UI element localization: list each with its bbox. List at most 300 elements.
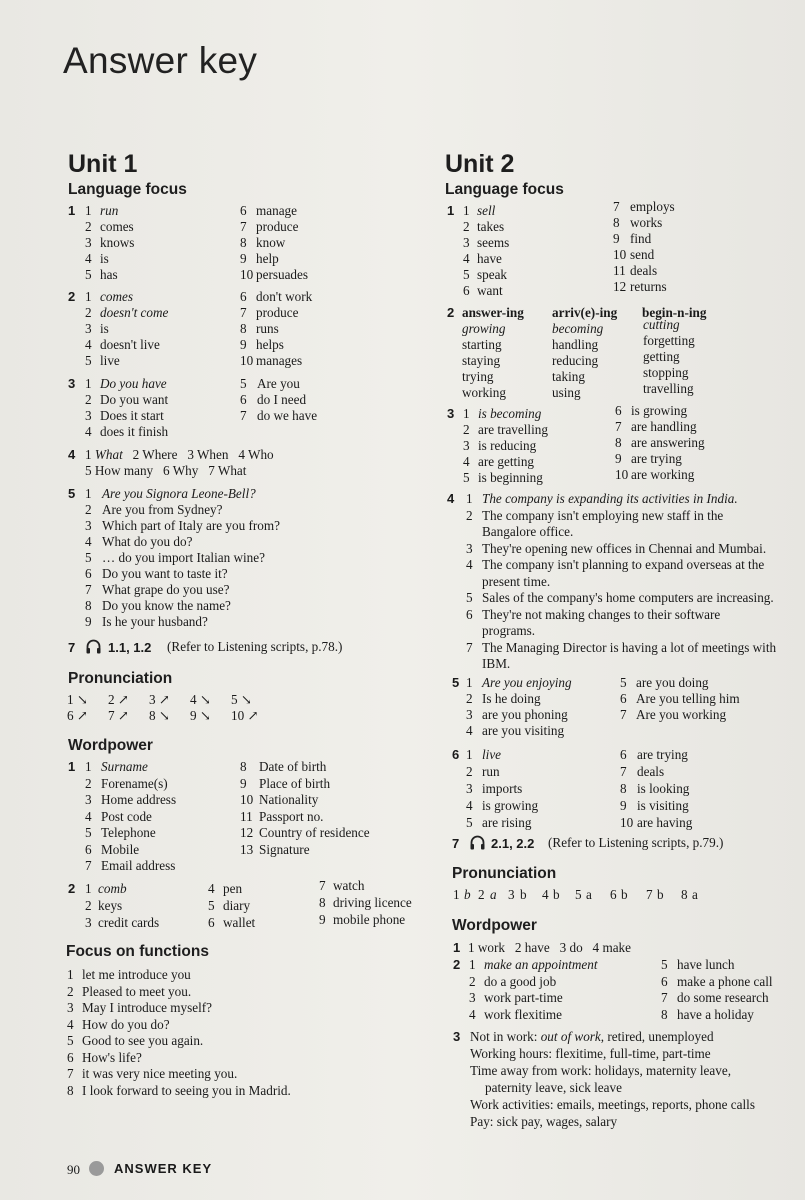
- u2-ex3-answer: are working: [631, 467, 695, 482]
- u2-wp2-answer: work part-time: [484, 990, 563, 1005]
- u1-ex2-answer-num: 3: [85, 321, 92, 336]
- u2-ex2-answer: using: [552, 385, 581, 400]
- u1-ex1-answer: has: [100, 267, 118, 282]
- u2-pronunciation-item: a: [586, 887, 592, 902]
- u1-wp2-answer-num: 9: [319, 912, 326, 927]
- u1-ex1-answer: run: [100, 203, 119, 218]
- u2-ex4-answer: The company isn't employing new staff in the: [482, 507, 724, 523]
- u2-ex2-answer: taking: [552, 369, 585, 384]
- u1-ex5-answer: Which part of Italy are you from?: [102, 518, 280, 533]
- u2-ex1-number: 1: [447, 203, 455, 218]
- u1-ex5-answer-num: 7: [85, 582, 92, 597]
- u1-ex1-number: 1: [68, 203, 76, 218]
- u2-ex3-answer-num: 9: [615, 451, 622, 466]
- u2-ex5-answer-num: 2: [466, 691, 473, 706]
- u2-ex4-answer-num: 7: [466, 639, 473, 655]
- u2-wp2-answer-num: 8: [661, 1006, 668, 1022]
- u1-wp1-answer-num: 9: [240, 775, 247, 791]
- u1-pronunciation-item: 2 ↗: [108, 692, 129, 707]
- u2-ex1-answer: works: [630, 215, 663, 230]
- u1-wp1-answer: Nationality: [259, 792, 319, 807]
- u2-ex1-answer: returns: [630, 279, 667, 294]
- u1-function-answer: May I introduce myself?: [82, 1000, 213, 1015]
- u1-ex5-number: 5: [68, 486, 76, 501]
- u1-wp1-answer: Post code: [101, 808, 152, 824]
- u2-ex1-answer: takes: [477, 219, 505, 234]
- u2-ex3-answer: is becoming: [478, 406, 542, 421]
- u2-wp2-answer: have lunch: [677, 957, 735, 972]
- u1-wp1-answer: Passport no.: [259, 808, 324, 824]
- u2-ex1-answer: sell: [477, 203, 496, 218]
- u1-ex1-answer: know: [256, 235, 286, 250]
- u1-wp2-answer-num: 7: [319, 878, 326, 893]
- u1-function-answer-num: 5: [67, 1033, 74, 1048]
- u1-wp1-answer-num: 11: [240, 808, 253, 824]
- u1-ex5-answer-num: 6: [85, 566, 92, 581]
- u1-wp1-answer: Home address: [101, 792, 177, 807]
- u2-ex6-answer: live: [482, 747, 502, 762]
- u2-ex4-answer: The company is expanding its activities in India.: [482, 491, 738, 506]
- u1-ex3-answer: does it finish: [100, 424, 169, 439]
- u1-ex5-answer-num: 8: [85, 598, 92, 613]
- headphones-icon: [469, 834, 486, 856]
- u1-ex3-answer: Do you want: [100, 392, 169, 407]
- u1-pronunciation-item: 3 ↗: [149, 692, 170, 707]
- u2-ex5-answer-num: 4: [466, 723, 473, 738]
- u2-ex2-answer: growing: [462, 321, 506, 336]
- u1-ex2-answer: helps: [256, 337, 284, 352]
- u1-wp1-answer-num: 10: [240, 792, 254, 807]
- u2-ex6-answer-num: 8: [620, 781, 627, 796]
- u1-ex2-answer-num: 6: [240, 289, 247, 304]
- u2-ex6-answer: imports: [482, 781, 523, 796]
- u2-ex4-answer-num: 2: [466, 507, 473, 523]
- u1-wp1-answer-num: 4: [85, 808, 92, 824]
- u1-wp1-answer: Country of residence: [259, 825, 370, 840]
- u2-ex1-answer: want: [477, 283, 503, 298]
- u1-ex1-answer-num: 6: [240, 203, 247, 218]
- u2-ex1-answer-num: 12: [613, 279, 627, 294]
- unit-2-heading: Unit 2: [445, 150, 515, 178]
- u2-ex2-answer: working: [462, 385, 506, 400]
- u2-ex1-answer-num: 9: [613, 231, 620, 246]
- u2-ex1-answer-num: 4: [463, 251, 470, 266]
- u1-function-answer: I look forward to seeing you in Madrid.: [82, 1082, 291, 1098]
- u2-ex3-answer: are getting: [478, 454, 535, 469]
- u2-ex4-answer: The company isn't planning to expand overseas at the: [482, 557, 765, 572]
- u2-wp2-answer-num: 1: [469, 957, 476, 972]
- u1-function-answer: How do you do?: [82, 1016, 170, 1032]
- u2-ex1-answer: have: [477, 251, 502, 266]
- u2-ex7-tracks: 2.1, 2.2: [491, 836, 535, 851]
- u2-ex3-answer-num: 4: [463, 454, 470, 469]
- u1-pronunciation-item: 7 ↗: [108, 708, 129, 723]
- u1-ex3-answer-num: 1: [85, 376, 92, 391]
- u1-ex3-answer-num: 5: [240, 376, 247, 391]
- u1-ex2-answer: doesn't come: [100, 305, 169, 320]
- u2-ex5-answer-num: 3: [466, 707, 473, 722]
- u2-ex1-answer-num: 7: [613, 199, 620, 214]
- footer-bullet: [89, 1161, 104, 1176]
- u2-wp3-line-4: paternity leave, sick leave: [485, 1080, 622, 1095]
- u2-ex3-answer-num: 1: [463, 406, 470, 421]
- u2-ex6-answer: is visiting: [637, 798, 689, 813]
- u2-ex1-answer-num: 3: [463, 235, 470, 250]
- u2-wp2-answer: make an appointment: [484, 957, 598, 972]
- u1-ex1-answer-num: 2: [85, 219, 92, 234]
- u1-ex5-answer: What grape do you use?: [102, 582, 230, 597]
- u1-ex2-answer-num: 10: [240, 353, 254, 368]
- u2-ex1-answer-num: 8: [613, 215, 620, 230]
- u1-wp1-answer-num: 8: [240, 759, 247, 774]
- u2-ex5-answer-num: 5: [620, 675, 627, 690]
- u1-wp1-answer-num: 3: [85, 792, 92, 807]
- u1-ex5-answer: Are you from Sydney?: [102, 502, 223, 517]
- u1-ex2-answer: produce: [256, 305, 299, 320]
- unit-2-language-focus-heading: Language focus: [445, 181, 564, 198]
- u2-pronunciation-item: 3: [508, 887, 515, 902]
- u2-ex1-answer-num: 11: [613, 263, 626, 278]
- u1-wp1-answer: Date of birth: [259, 759, 327, 774]
- u1-ex2-answer-num: 1: [85, 289, 92, 304]
- u1-ex5-answer-num: 1: [85, 486, 92, 501]
- u2-ex4-answer-num: 5: [466, 590, 473, 605]
- u2-ex2-header: arriv(e)-ing: [552, 305, 618, 320]
- u2-ex5-answer-num: 6: [620, 691, 627, 706]
- u1-wp1-answer-num: 12: [240, 825, 254, 840]
- u2-ex6-answer: deals: [637, 764, 665, 779]
- unit-2-wordpower-heading: Wordpower: [452, 917, 537, 934]
- u1-ex3-number: 3: [68, 376, 76, 391]
- u2-ex1-answer-num: 6: [463, 283, 470, 298]
- unit-2-pronunciation-heading: Pronunciation: [452, 865, 557, 882]
- u1-ex1-answer-num: 10: [240, 267, 254, 282]
- u2-wp3-line-3: Time away from work: holidays, maternity leave,: [470, 1063, 732, 1078]
- u2-ex3-answer: is beginning: [478, 470, 543, 485]
- u2-ex1-answer-num: 1: [463, 203, 470, 218]
- u2-ex2-number: 2: [447, 305, 455, 320]
- u2-wp3-line-2: Working hours: flexitime, full-time, part-time: [470, 1046, 711, 1061]
- u1-ex7-number: 7: [68, 640, 76, 655]
- u1-pronunciation-item: 1 ↘: [67, 692, 88, 707]
- u2-ex6-answer: run: [482, 764, 500, 779]
- u1-wp2-answer-num: 8: [319, 895, 326, 910]
- u1-function-answer: let me introduce you: [82, 967, 191, 982]
- u2-ex3-answer-num: 10: [615, 467, 629, 482]
- u2-ex1-answer-num: 10: [613, 247, 627, 262]
- u1-pronunciation-item: 4 ↘: [190, 692, 211, 707]
- u2-ex4-answer-num: 6: [466, 606, 473, 622]
- u1-ex2-number: 2: [68, 289, 76, 304]
- u2-ex6-answer: are rising: [482, 815, 532, 830]
- u2-ex2-answer: becoming: [552, 321, 604, 336]
- u1-ex1-answer-num: 4: [85, 251, 92, 266]
- u2-wp2-answer-num: 5: [661, 957, 668, 972]
- u1-ex2-answer: comes: [100, 289, 133, 304]
- u1-ex3-answer-num: 2: [85, 392, 92, 407]
- u2-ex2-answer: travelling: [643, 381, 694, 396]
- u1-pronunciation-item: 10 ↗: [231, 708, 259, 723]
- u1-function-answer-num: 1: [67, 967, 74, 982]
- u2-pronunciation-item: b: [464, 887, 471, 902]
- u2-ex6-answer: is growing: [482, 798, 539, 813]
- u2-wp2-answer: have a holiday: [677, 1006, 754, 1022]
- u2-ex4-answer-num: 4: [466, 557, 473, 572]
- u2-ex3-answer: are travelling: [478, 422, 548, 437]
- u1-ex3-answer: do I need: [257, 392, 307, 407]
- u2-ex6-answer: is looking: [637, 781, 690, 796]
- u2-ex4-answer: IBM.: [482, 656, 511, 671]
- u1-ex5-answer: What do you do?: [102, 534, 193, 549]
- u1-function-answer-num: 6: [67, 1049, 74, 1065]
- u1-ex1-answer-num: 3: [85, 235, 92, 250]
- u1-wp1-number: 1: [68, 759, 76, 774]
- u1-function-answer: Pleased to meet you.: [82, 983, 192, 999]
- u2-pronunciation-item: b: [553, 887, 560, 902]
- u1-ex2-answer: runs: [256, 321, 279, 336]
- u2-ex4-number: 4: [447, 491, 455, 506]
- unit-1-language-focus-heading: Language focus: [68, 181, 187, 198]
- u2-ex3-answer: are trying: [631, 451, 682, 466]
- u1-wp2-answer: comb: [98, 881, 127, 896]
- u2-ex6-answer-num: 2: [466, 764, 473, 779]
- u1-wp1-answer-num: 5: [85, 825, 92, 840]
- u1-wp1-answer-num: 13: [240, 841, 254, 857]
- u1-ex5-answer: Do you want to taste it?: [102, 566, 228, 581]
- u1-ex1-answer: is: [100, 251, 109, 266]
- u2-pronunciation-item: a: [692, 887, 698, 902]
- u2-wp1-row: 1 work 2 have 3 do 4 make: [468, 940, 631, 955]
- u1-wp1-answer: Signature: [259, 841, 310, 857]
- u2-wp3-number: 3: [453, 1029, 461, 1044]
- u2-ex1-answer: send: [630, 247, 655, 262]
- u1-wp1-answer-num: 1: [85, 759, 92, 774]
- u1-ex1-answer-num: 8: [240, 235, 247, 250]
- u2-ex2-answer: forgetting: [643, 333, 695, 348]
- u1-ex1-answer: manage: [256, 203, 298, 218]
- u1-ex3-answer-num: 6: [240, 392, 247, 407]
- u1-ex1-answer: knows: [100, 235, 135, 250]
- u1-wp2-answer: wallet: [223, 915, 256, 930]
- u2-wp1-number: 1: [453, 940, 461, 955]
- u1-ex3-answer: Do you have: [100, 376, 167, 391]
- u1-ex2-answer: live: [100, 353, 120, 368]
- u2-ex4-answer-num: 3: [466, 540, 473, 556]
- u1-ex3-answer-num: 3: [85, 408, 92, 423]
- u2-wp2-number: 2: [453, 957, 461, 972]
- u2-wp3-line-5: Work activities: emails, meetings, reports, phone calls: [470, 1097, 755, 1112]
- u2-ex3-answer-num: 3: [463, 438, 470, 453]
- u2-ex5-answer: Are you enjoying: [482, 675, 572, 690]
- u2-ex2-answer: stopping: [643, 365, 689, 380]
- unit-1-focus-on-functions-heading: Focus on functions: [66, 943, 209, 960]
- u1-ex5-answer: Are you Signora Leone-Bell?: [102, 486, 256, 501]
- u1-ex5-answer-num: 4: [85, 534, 92, 549]
- u2-wp2-answer: make a phone call: [677, 973, 773, 989]
- u1-ex5-answer-num: 5: [85, 550, 92, 565]
- u2-ex5-answer: Are you working: [636, 707, 727, 722]
- unit-1-pronunciation-heading: Pronunciation: [68, 670, 173, 687]
- u1-wp1-answer: Surname: [101, 759, 148, 774]
- u1-ex4-number: 4: [68, 447, 76, 462]
- u2-pronunciation-item: 8: [681, 887, 688, 902]
- u1-wp2-answer: pen: [223, 881, 243, 896]
- u1-wp2-answer: diary: [223, 898, 251, 913]
- u1-wp1-answer: Telephone: [101, 825, 156, 840]
- u2-ex7-number: 7: [452, 836, 460, 851]
- u2-ex1-answer: employs: [630, 199, 675, 214]
- u2-wp3-line-1: Not in work: out of work, retired, unemployed: [470, 1029, 714, 1044]
- u1-wp2-answer: watch: [333, 878, 365, 893]
- u2-pronunciation-item: b: [520, 887, 527, 902]
- u2-wp2-answer-num: 6: [661, 973, 668, 989]
- u2-pronunciation-item: 4: [542, 887, 549, 902]
- u1-wp1-answer-num: 7: [85, 858, 92, 873]
- u1-pronunciation-item: 9 ↘: [190, 708, 211, 723]
- u2-ex5-answer-num: 1: [466, 675, 473, 690]
- u1-wp2-number: 2: [68, 881, 76, 896]
- u1-ex2-answer-num: 4: [85, 337, 92, 352]
- u2-ex3-answer-num: 2: [463, 422, 470, 437]
- u1-wp1-answer: Mobile: [101, 841, 140, 857]
- u1-pronunciation-item: 6 ↗: [67, 708, 88, 723]
- u2-ex2-answer: cutting: [643, 317, 680, 332]
- u2-ex3-number: 3: [447, 406, 455, 421]
- u1-wp1-answer: Forename(s): [101, 775, 168, 791]
- u1-ex2-answer-num: 7: [240, 305, 247, 320]
- u1-wp2-answer-num: 6: [208, 915, 215, 930]
- u2-ex5-answer: are you doing: [636, 675, 709, 690]
- u2-wp3-line-6: Pay: sick pay, wages, salary: [470, 1114, 618, 1129]
- u2-ex1-answer: find: [630, 231, 652, 246]
- u2-ex6-answer-num: 9: [620, 798, 627, 813]
- u1-wp1-answer-num: 2: [85, 775, 92, 791]
- u1-ex3-answer-num: 7: [240, 408, 247, 423]
- u2-wp2-answer-num: 2: [469, 973, 476, 989]
- u1-ex2-answer: is: [100, 321, 109, 336]
- u2-ex2-header: begin-n-ing: [642, 305, 707, 320]
- u2-pronunciation-item: 5: [575, 887, 582, 902]
- u1-ex1-answer: persuades: [256, 267, 308, 282]
- u2-pronunciation-item: 6: [610, 887, 617, 902]
- u2-ex5-answer: are you phoning: [482, 707, 568, 722]
- u1-ex3-answer-num: 4: [85, 424, 92, 439]
- u1-function-answer-num: 8: [67, 1082, 74, 1098]
- u2-ex4-answer: The Managing Director is having a lot of meetings with: [482, 639, 777, 655]
- u2-pronunciation-item: b: [657, 887, 664, 902]
- u1-ex1-answer-num: 7: [240, 219, 247, 234]
- u1-ex4-row1: 1 What 2 Where 3 When 4 Who: [85, 447, 274, 462]
- u2-ex4-answer: They're opening new offices in Chennai and Mumbai.: [482, 540, 767, 556]
- u1-ex4-row2: 5 How many 6 Why 7 What: [85, 463, 247, 478]
- u2-ex6-number: 6: [452, 747, 460, 762]
- u2-ex3-answer-num: 7: [615, 419, 622, 434]
- u1-ex5-answer: Do you know the name?: [102, 598, 231, 613]
- u2-ex4-answer: They're not making changes to their software: [482, 606, 721, 622]
- u1-ex1-answer-num: 1: [85, 203, 92, 218]
- u1-ex2-answer: don't work: [256, 289, 313, 304]
- u2-wp2-answer-num: 3: [469, 990, 476, 1005]
- u1-wp2-answer-num: 2: [85, 898, 92, 913]
- u2-wp2-answer-num: 4: [469, 1006, 476, 1022]
- u2-ex6-answer-num: 6: [620, 747, 627, 762]
- page-title: Answer key: [63, 40, 258, 81]
- u1-wp2-answer-num: 4: [208, 881, 215, 896]
- u2-ex1-answer-num: 2: [463, 219, 470, 234]
- u1-ex5-answer-num: 9: [85, 614, 92, 629]
- u2-ex1-answer: deals: [630, 263, 658, 278]
- u1-ex1-answer-num: 9: [240, 251, 247, 266]
- u2-ex6-answer-num: 4: [466, 798, 473, 813]
- u2-ex2-answer: trying: [462, 369, 494, 384]
- u2-ex1-answer-num: 5: [463, 267, 470, 282]
- u1-ex2-answer-num: 8: [240, 321, 247, 336]
- u2-ex6-answer: are having: [637, 815, 693, 830]
- u1-ex2-answer-num: 2: [85, 305, 92, 320]
- u1-ex5-answer: Is he your husband?: [102, 614, 208, 629]
- unit-1-wordpower-heading: Wordpower: [68, 737, 153, 754]
- u1-ex5-answer-num: 2: [85, 502, 92, 517]
- u1-pronunciation-item: 5 ↘: [231, 692, 252, 707]
- u2-ex6-answer-num: 10: [620, 815, 634, 830]
- u1-function-answer-num: 4: [67, 1016, 74, 1032]
- u1-function-answer-num: 7: [67, 1066, 74, 1081]
- u1-wp2-answer: keys: [98, 898, 123, 913]
- u2-ex6-answer-num: 7: [620, 764, 627, 779]
- u2-ex2-answer: staying: [462, 353, 501, 368]
- u2-ex2-header: answer-ing: [462, 305, 524, 320]
- u2-pronunciation-item: b: [621, 887, 628, 902]
- u1-ex2-answer: manages: [256, 353, 303, 368]
- u1-wp2-answer: credit cards: [98, 915, 160, 930]
- u2-pronunciation-item: a: [490, 887, 497, 902]
- u2-ex4-answer: present time.: [482, 573, 551, 589]
- u1-function-answer-num: 3: [67, 1000, 74, 1015]
- u1-wp1-answer-num: 6: [85, 841, 92, 857]
- u2-ex3-answer-num: 6: [615, 403, 622, 418]
- u2-ex6-answer: are trying: [637, 747, 688, 762]
- u2-ex3-answer: are handling: [631, 419, 697, 434]
- u1-ex2-answer-num: 9: [240, 337, 247, 352]
- u1-ex3-answer: do we have: [257, 408, 318, 423]
- u2-ex5-answer-num: 7: [620, 707, 627, 722]
- u2-ex4-answer: programs.: [482, 623, 536, 638]
- u2-ex3-answer: is reducing: [478, 438, 537, 453]
- u2-wp2-answer: do some research: [677, 990, 769, 1005]
- u2-ex3-answer-num: 8: [615, 435, 622, 450]
- u2-wp2-answer: work flexitime: [484, 1006, 563, 1022]
- u1-wp2-answer-num: 3: [85, 915, 92, 930]
- u1-wp2-answer-num: 1: [85, 881, 92, 896]
- u2-ex4-answer-num: 1: [466, 491, 473, 506]
- u2-ex6-answer-num: 5: [466, 815, 473, 830]
- u1-wp2-answer: driving licence: [333, 895, 412, 910]
- u1-ex7-reference: (Refer to Listening scripts, p.78.): [167, 639, 343, 654]
- u1-function-answer: it was very nice meeting you.: [82, 1066, 238, 1081]
- u1-function-answer-num: 2: [67, 983, 74, 999]
- u1-ex1-answer-num: 5: [85, 267, 92, 282]
- u1-function-answer: Good to see you again.: [82, 1033, 204, 1048]
- u2-wp2-answer-num: 7: [661, 990, 668, 1005]
- u2-wp2-answer: do a good job: [484, 973, 557, 989]
- u2-ex3-answer: is growing: [631, 403, 688, 418]
- u2-pronunciation-item: 1: [453, 887, 460, 902]
- u2-pronunciation-item: 7: [646, 887, 653, 902]
- u2-pronunciation-item: 2: [478, 887, 485, 902]
- u2-ex1-answer: speak: [477, 267, 508, 282]
- u2-ex2-answer: handling: [552, 337, 599, 352]
- u2-ex3-answer-num: 5: [463, 470, 470, 485]
